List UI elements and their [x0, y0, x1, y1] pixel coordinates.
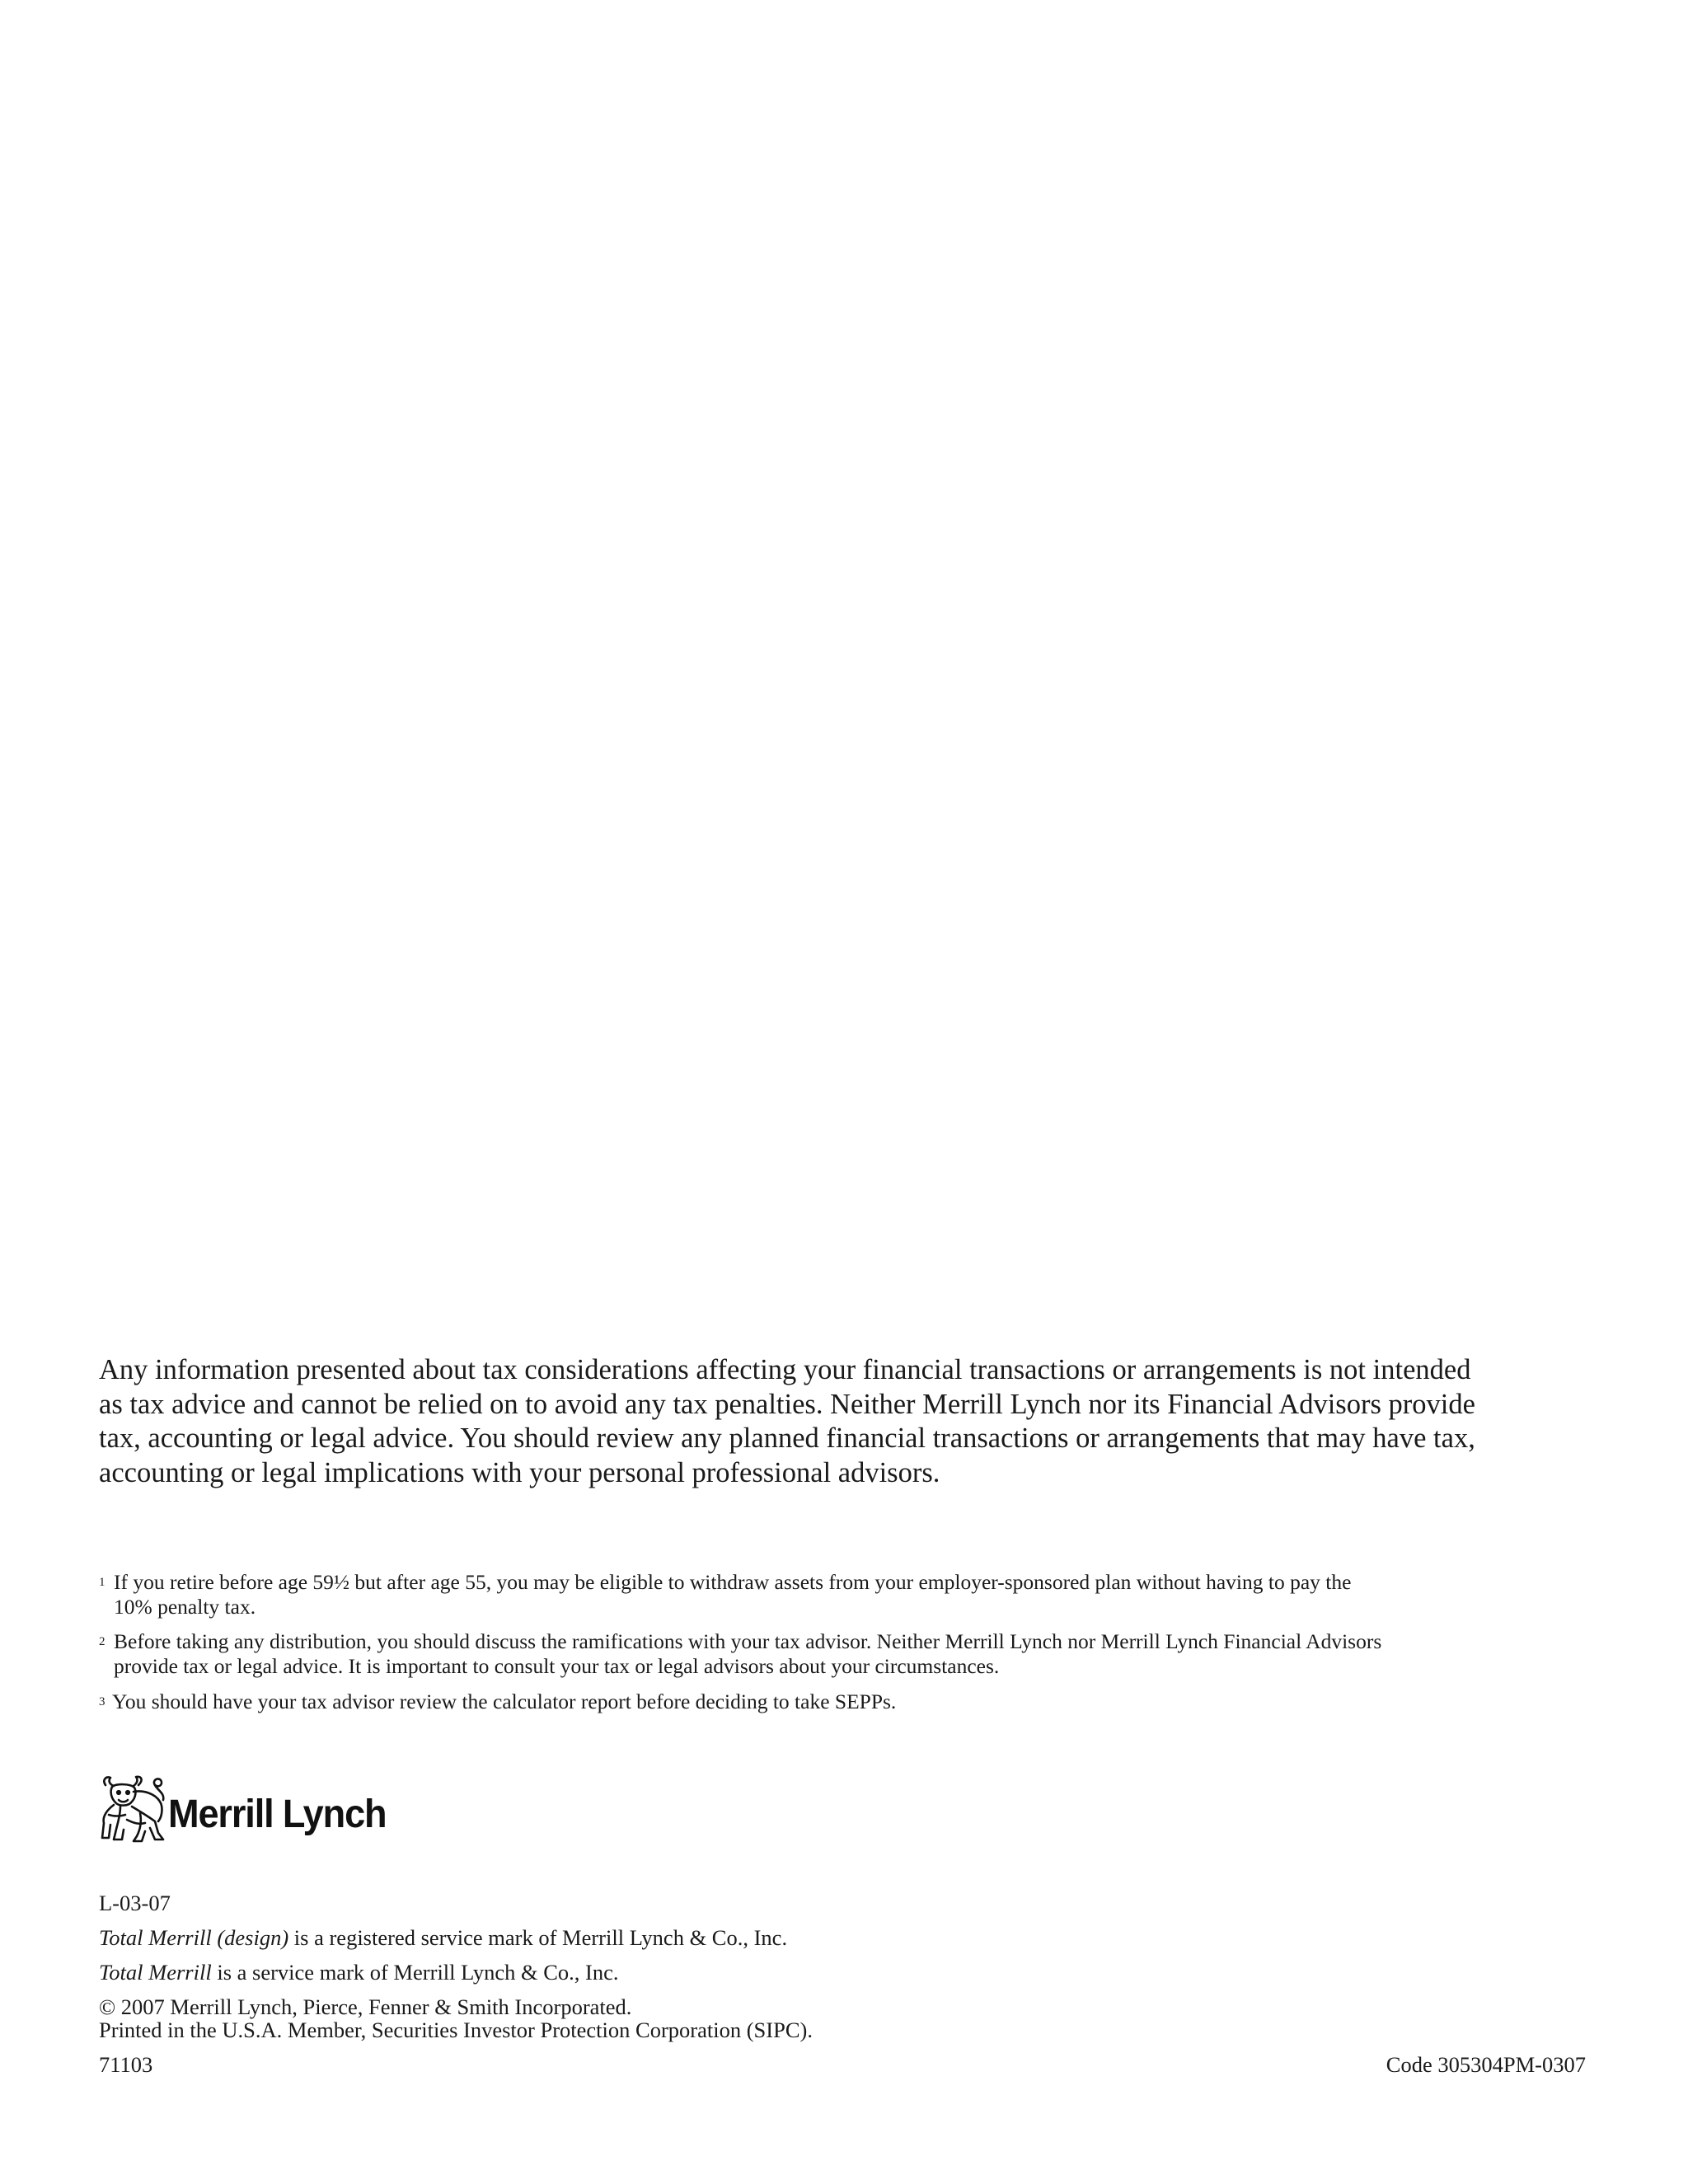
printed-line: Printed in the U.S.A. Member, Securities Investor Protection Corporation (SIPC).: [99, 2018, 813, 2042]
footnote-mark: 2: [99, 1635, 106, 1648]
logo-wordmark: Merrill Lynch: [168, 1793, 387, 1836]
tax-disclaimer: [99, 1353, 1566, 1490]
trademark-name: Total Merrill: [99, 1960, 212, 1985]
copyright-line: © 2007 Merrill Lynch, Pierce, Fenner & Smith Incorporated.: [99, 1994, 632, 2019]
disclaimer-line: accounting or legal implications with your personal professional advisors.: [99, 1456, 940, 1488]
footnote-line: 10% penalty tax.: [114, 1595, 256, 1619]
footnote-line: If you retire before age 59½ but after age 55, you may be eligible to withdraw assets from your employer-sponsored plan without having to pay the: [114, 1570, 1352, 1594]
trademark-notice-2: [99, 1960, 619, 1985]
document-date-code: L-03-07: [99, 1891, 171, 1915]
footnote-1: [99, 1570, 1582, 1619]
footnote-text: [114, 1629, 1581, 1679]
footnote-text: [114, 1570, 1581, 1619]
disclaimer-line: tax, accounting or legal advice. You should review any planned financial transactions or arrangements that may have tax,: [99, 1422, 1475, 1454]
merrill-lynch-logo: [97, 1774, 443, 1848]
footnote-mark: 3: [99, 1695, 106, 1708]
disclaimer-line: as tax advice and cannot be relied on to avoid any tax penalties. Neither Merrill Lynch nor its Financial Advisors provide: [99, 1388, 1475, 1420]
trademark-name: Total Merrill (design): [99, 1925, 289, 1950]
footnote-line: provide tax or legal advice. It is important to consult your tax or legal advisors about your circumstances.: [114, 1654, 1000, 1678]
trademark-text: is a service mark of Merrill Lynch & Co., Inc.: [211, 1960, 619, 1985]
bull-icon: [97, 1774, 166, 1844]
footnote-text: [112, 1690, 1579, 1714]
trademark-notice-1: [99, 1925, 787, 1950]
footnote-2: [99, 1629, 1582, 1679]
job-number: 71103: [99, 2052, 153, 2077]
footnote-mark: 1: [99, 1576, 106, 1589]
footnote-3: [99, 1690, 1582, 1718]
disclaimer-line: Any information presented about tax considerations affecting your financial transactions or arrangements is not intended: [99, 1354, 1471, 1385]
trademark-text: is a registered service mark of Merrill Lynch & Co., Inc.: [288, 1925, 788, 1950]
footnote-line: You should have your tax advisor review the calculator report before deciding to take SEPPs.: [112, 1690, 897, 1713]
document-code: Code 305304PM-0307: [1386, 2052, 1586, 2077]
footnote-line: Before taking any distribution, you should discuss the ramifications with your tax advisor. Neither Merrill Lynch nor Merrill Lynch Financial Advisors: [114, 1629, 1382, 1653]
